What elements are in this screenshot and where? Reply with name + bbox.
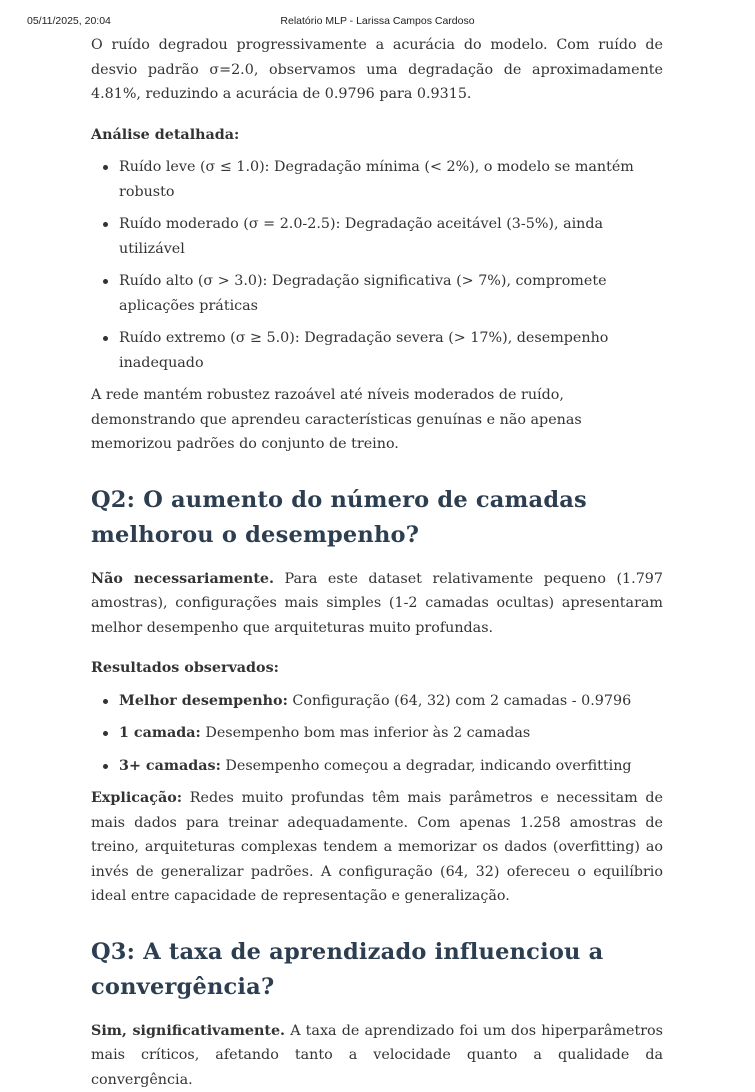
q2-answer-text: Para este dataset relativamente pequeno (1.797 amostras), configurações mais simples (1-2 camadas ocultas) apresentaram melhor desempenho que arquiteturas muito profundas. — [91, 571, 663, 636]
list-item — [119, 689, 663, 714]
q2-answer-bold: Não necessariamente. — [91, 571, 274, 587]
result-bold: Melhor desempenho: — [119, 693, 288, 709]
list-item — [119, 721, 663, 746]
explanation-bold: Explicação: — [91, 790, 182, 806]
results-list — [91, 689, 663, 779]
result-text: Desempenho bom mas inferior às 2 camadas — [201, 725, 530, 741]
q3-answer-text: A taxa de aprendizado foi um dos hiperparâmetros mais críticos, afetando tanto a velocidade quanto a qualidade da convergência. — [91, 1023, 663, 1088]
intro-paragraph: O ruído degradou progressivamente a acurácia do modelo. Com ruído de desvio padrão σ=2.0, observamos uma degradação de aproximadamente 4.81%, reduzindo a acurácia de 0.9796 para 0.9315. — [91, 33, 663, 107]
analysis-list — [91, 155, 663, 375]
result-text: Desempenho começou a degradar, indicando overfitting — [221, 758, 632, 774]
list-item: Ruído extremo (σ ≥ 5.0): Degradação severa (> 17%), desempenho inadequado — [119, 326, 663, 375]
explanation-text: Redes muito profundas têm mais parâmetros e necessitam de mais dados para treinar adequadamente. Com apenas 1.258 amostras de treino, arquiteturas complexas tendem a memorizar os dados (overfitting) ao invés de generalizar padrões. A configuração (64, 32) ofereceu o equilíbrio ideal entre capacidade de representação e generalização. — [91, 790, 663, 904]
result-bold: 3+ camadas: — [119, 758, 221, 774]
print-date: 05/11/2025, 20:04 — [27, 15, 111, 27]
q2-answer — [91, 567, 663, 641]
q2-explanation — [91, 786, 663, 909]
q3-heading: Q3: A taxa de aprendizado influenciou a convergência? — [91, 935, 663, 1005]
analysis-conclusion: A rede mantém robustez razoável até níveis moderados de ruído, demonstrando que aprendeu características genuínas e não apenas memorizou padrões do conjunto de treino. — [91, 383, 663, 457]
result-bold: 1 camada: — [119, 725, 201, 741]
results-label: Resultados observados: — [91, 656, 663, 681]
q3-answer-bold: Sim, significativamente. — [91, 1023, 285, 1039]
list-item: Ruído leve (σ ≤ 1.0): Degradação mínima (< 2%), o modelo se mantém robusto — [119, 155, 663, 204]
q3-answer — [91, 1019, 663, 1092]
result-text: Configuração (64, 32) com 2 camadas - 0.9796 — [288, 693, 631, 709]
document-title: Relatório MLP - Larissa Campos Cardoso — [0, 15, 755, 27]
document-content — [91, 33, 663, 1092]
analysis-label: Análise detalhada: — [91, 123, 663, 148]
list-item: Ruído alto (σ > 3.0): Degradação significativa (> 7%), compromete aplicações práticas — [119, 269, 663, 318]
print-header — [0, 15, 755, 29]
q2-heading: Q2: O aumento do número de camadas melhorou o desempenho? — [91, 483, 663, 553]
list-item — [119, 754, 663, 779]
list-item: Ruído moderado (σ = 2.0-2.5): Degradação aceitável (3-5%), ainda utilizável — [119, 212, 663, 261]
